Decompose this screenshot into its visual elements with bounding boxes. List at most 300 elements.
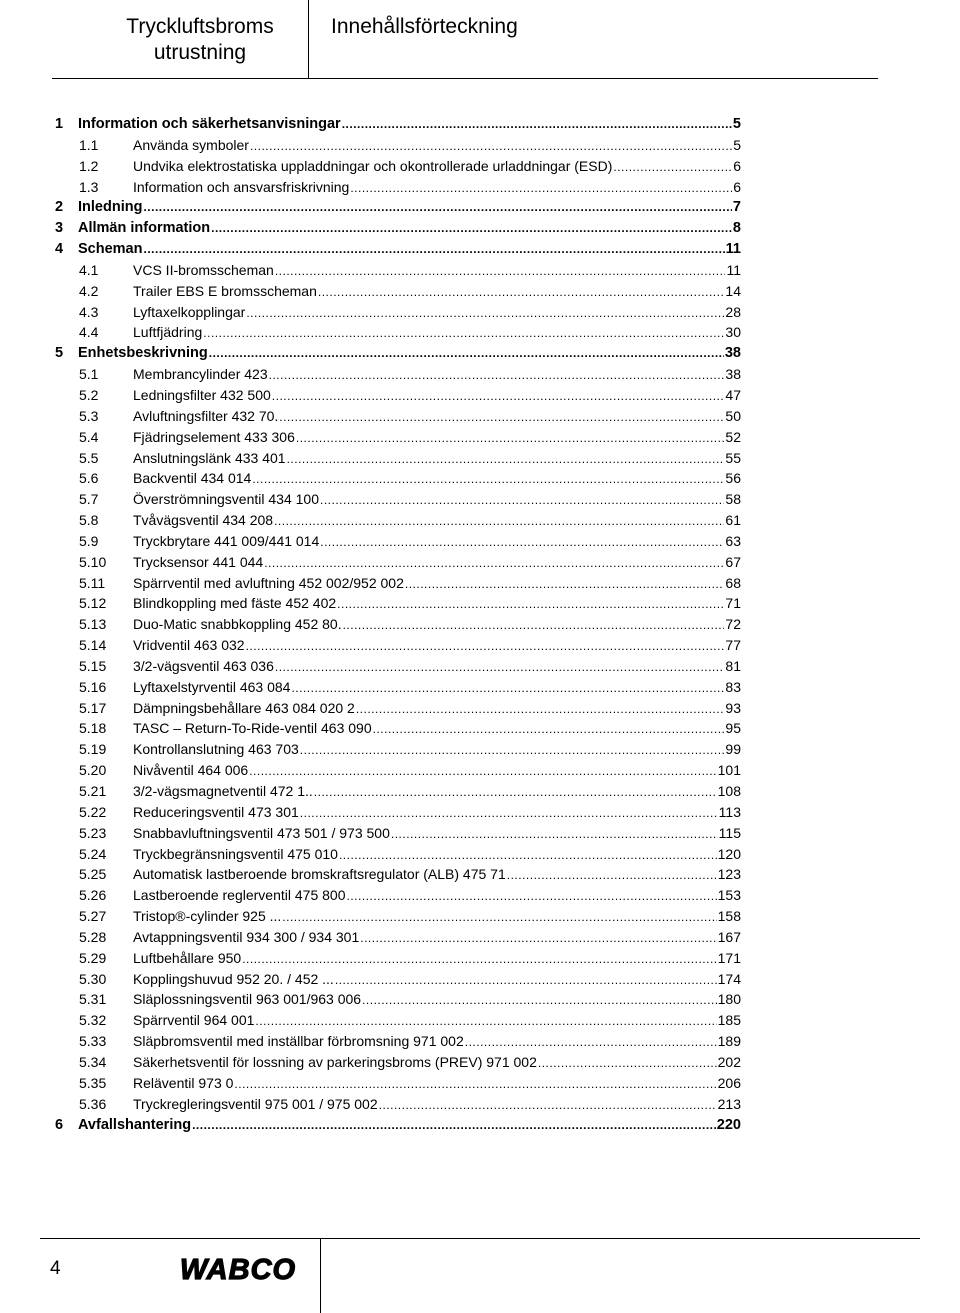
toc-entry-page[interactable]: 99 — [724, 739, 741, 760]
document-title — [95, 14, 305, 66]
toc-entry-title[interactable]: Trycksensor 441 044 — [133, 552, 264, 573]
toc-entry-leader-line — [55, 489, 741, 511]
toc-entry-title[interactable]: Reläventil 973 0 — [133, 1073, 234, 1094]
toc-entry-number: 3 — [55, 220, 64, 237]
toc-entry-leader-line — [55, 218, 741, 239]
header-divider — [308, 0, 309, 79]
toc-entry-title[interactable]: Backventil 434 014 — [133, 468, 252, 489]
toc-section-entry[interactable] — [55, 1031, 741, 1052]
toc-entry-number: 5 — [55, 345, 64, 362]
toc-entry-dot-leader — [252, 469, 724, 490]
toc-section-entry[interactable] — [55, 448, 741, 469]
toc-entry-page[interactable]: 63 — [724, 531, 741, 552]
toc-entry-leader-line — [55, 969, 741, 991]
toc-entry-number: 5.9 — [79, 532, 99, 549]
toc-section-entry[interactable] — [55, 885, 741, 906]
toc-entry-number: 1.2 — [79, 157, 99, 174]
toc-entry-number: 5.24 — [79, 845, 107, 862]
toc-entry-dot-leader — [143, 239, 724, 260]
toc-entry-title[interactable]: Nivåventil 464 006 — [133, 760, 249, 781]
toc-entry-dot-leader — [339, 845, 717, 866]
toc-entry-dot-leader — [343, 615, 725, 636]
toc-entry-dot-leader — [613, 157, 732, 178]
toc-entry-leader-line — [55, 448, 741, 470]
toc-entry-dot-leader — [274, 511, 724, 532]
toc-entry-number: 5.13 — [79, 616, 107, 633]
toc-entry-leader-line — [55, 364, 741, 386]
toc-entry-number: 5.1 — [79, 366, 99, 383]
toc-section-entry[interactable] — [55, 510, 741, 531]
toc-section-entry[interactable] — [55, 927, 741, 948]
toc-entry-page[interactable]: 71 — [724, 593, 741, 614]
toc-entry-page[interactable]: 115 — [718, 823, 741, 844]
toc-section-entry[interactable] — [55, 698, 741, 719]
toc-entry-number: 5.26 — [79, 887, 107, 904]
toc-entry-leader-line — [55, 844, 741, 866]
toc-entry-number: 5.34 — [79, 1053, 107, 1070]
toc-chapter-entry[interactable] — [55, 114, 741, 135]
toc-entry-title[interactable]: Anslutningslänk 433 401 — [133, 448, 287, 469]
toc-entry-title[interactable]: Inledning — [78, 197, 143, 218]
toc-entry-leader-line — [55, 1073, 741, 1095]
toc-entry-number: 5.25 — [79, 866, 107, 883]
toc-entry-page[interactable]: 11 — [725, 239, 741, 260]
toc-entry-dot-leader — [373, 719, 725, 740]
toc-entry-number: 5.8 — [79, 512, 99, 529]
toc-chapter-entry[interactable] — [55, 1115, 741, 1136]
toc-entry-leader-line — [55, 781, 741, 803]
toc-section-entry[interactable] — [55, 385, 741, 406]
toc-section-entry[interactable] — [55, 760, 741, 781]
toc-section-entry[interactable] — [55, 1094, 741, 1115]
toc-entry-leader-line — [55, 135, 741, 157]
wabco-logo-icon — [168, 1254, 308, 1284]
toc-entry-number: 5.5 — [79, 449, 99, 466]
toc-section-entry[interactable] — [55, 468, 741, 489]
toc-entry-dot-leader — [335, 970, 717, 991]
toc-entry-title[interactable]: Duo-Matic snabbkoppling 452 80. — [133, 614, 343, 635]
toc-entry-dot-leader — [391, 824, 718, 845]
toc-entry-title[interactable]: Tryckbrytare 441 009/441 014 — [133, 531, 320, 552]
toc-entry-title[interactable]: Lastberoende reglerventil 475 800 — [133, 885, 347, 906]
toc-section-entry[interactable] — [55, 406, 741, 427]
toc-entry-number: 4.3 — [79, 303, 99, 320]
toc-entry-leader-line — [55, 260, 741, 282]
toc-entry-leader-line — [55, 760, 741, 782]
toc-entry-number: 2 — [55, 199, 64, 216]
toc-entry-title[interactable]: Avluftningsfilter 432 70. — [133, 406, 279, 427]
toc-entry-title[interactable]: Överströmningsventil 434 100 — [133, 489, 320, 510]
toc-entry-dot-leader — [314, 782, 717, 803]
toc-entry-dot-leader — [282, 907, 716, 928]
page-header — [0, 0, 960, 80]
toc-entry-leader-line — [55, 1010, 741, 1032]
toc-entry-number: 5.16 — [79, 678, 107, 695]
toc-entry-page[interactable]: 68 — [724, 573, 741, 594]
toc-entry-dot-leader — [362, 990, 717, 1011]
toc-entry-page[interactable]: 113 — [718, 802, 741, 823]
toc-entry-dot-leader — [538, 1053, 717, 1074]
toc-section-entry[interactable] — [55, 1010, 741, 1031]
toc-entry-number: 5.15 — [79, 657, 107, 674]
toc-section-entry[interactable] — [55, 260, 741, 281]
toc-entry-number: 5.31 — [79, 991, 107, 1008]
toc-entry-page[interactable]: 52 — [724, 427, 741, 448]
toc-entry-number: 4.1 — [79, 261, 99, 278]
toc-entry-dot-leader — [296, 428, 725, 449]
toc-entry-leader-line — [55, 906, 741, 928]
toc-entry-number: 5.33 — [79, 1033, 107, 1050]
toc-entry-dot-leader — [320, 490, 724, 511]
toc-entry-leader-line — [55, 677, 741, 699]
toc-entry-number: 1.1 — [79, 136, 99, 153]
toc-section-entry[interactable] — [55, 302, 741, 323]
toc-entry-page[interactable]: 38 — [724, 343, 741, 364]
toc-entry-number: 5.20 — [79, 762, 107, 779]
toc-entry-title[interactable]: Tristop®-cylinder 925 ... — [133, 906, 282, 927]
toc-entry-page[interactable]: 101 — [717, 760, 741, 781]
toc-section-entry[interactable] — [55, 969, 741, 990]
toc-entry-number: 5.11 — [79, 574, 106, 591]
toc-entry-leader-line — [55, 468, 741, 490]
toc-entry-dot-leader — [337, 594, 724, 615]
toc-entry-title[interactable]: VCS II-bromsscheman — [133, 260, 275, 281]
toc-entry-title[interactable]: Spärrventil 964 001 — [133, 1010, 255, 1031]
toc-entry-title[interactable]: Lyftaxelkopplingar — [133, 302, 246, 323]
toc-entry-page[interactable]: 93 — [724, 698, 741, 719]
toc-entry-title[interactable]: Kontrollanslutning 463 703 — [133, 739, 300, 760]
toc-entry-number: 5.19 — [79, 741, 107, 758]
toc-entry-title[interactable]: Blindkoppling med fäste 452 402 — [133, 593, 337, 614]
toc-entry-title[interactable]: Luftbehållare 950 — [133, 948, 242, 969]
toc-entry-title[interactable]: TASC – Return-To-Ride-ventil 463 090 — [133, 718, 373, 739]
toc-entry-leader-line — [55, 114, 741, 135]
toc-entry-number: 5.12 — [79, 595, 107, 612]
toc-entry-number: 5.4 — [79, 428, 99, 445]
toc-entry-page[interactable]: 28 — [724, 302, 741, 323]
toc-section-entry[interactable] — [55, 427, 741, 448]
toc-entry-dot-leader — [465, 1032, 717, 1053]
toc-section-entry[interactable] — [55, 781, 741, 802]
toc-entry-title[interactable]: Släpbromsventil med inställbar förbromsning 971 002 — [133, 1031, 465, 1052]
toc-entry-number: 5.30 — [79, 970, 107, 987]
toc-entry-leader-line — [55, 552, 741, 574]
toc-entry-title[interactable]: Dämpningsbehållare 463 084 020 2 — [133, 698, 356, 719]
toc-section-entry[interactable] — [55, 844, 741, 865]
toc-entry-page[interactable]: 206 — [717, 1073, 741, 1094]
toc-entry-number: 5.17 — [79, 699, 107, 716]
toc-section-entry[interactable] — [55, 948, 741, 969]
toc-entry-dot-leader — [360, 928, 716, 949]
toc-entry-dot-leader — [246, 636, 725, 657]
toc-section-entry[interactable] — [55, 552, 741, 573]
toc-entry-leader-line — [55, 385, 741, 407]
toc-section-entry[interactable] — [55, 823, 741, 844]
toc-entry-leader-line — [55, 635, 741, 657]
toc-entry-page[interactable]: 55 — [724, 448, 741, 469]
toc-entry-title[interactable]: Tvåvägsventil 434 208 — [133, 510, 274, 531]
toc-entry-page[interactable]: 213 — [717, 1094, 741, 1115]
toc-section-entry[interactable] — [55, 989, 741, 1010]
toc-entry-dot-leader — [272, 386, 725, 407]
toc-section-entry[interactable] — [55, 531, 741, 552]
toc-section-entry[interactable] — [55, 135, 741, 156]
toc-entry-title[interactable]: Använda symboler — [133, 135, 250, 156]
toc-entry-page[interactable]: 47 — [724, 385, 741, 406]
toc-entry-page[interactable]: 38 — [724, 364, 741, 385]
toc-entry-leader-line — [55, 177, 741, 199]
toc-section-entry[interactable] — [55, 489, 741, 510]
document-title-line2: utrustning — [153, 41, 247, 64]
toc-entry-leader-line — [55, 197, 741, 218]
toc-entry-leader-line — [55, 1052, 741, 1074]
page-number: 4 — [50, 1258, 61, 1279]
toc-entry-leader-line — [55, 614, 741, 636]
toc-entry-number: 5.18 — [79, 720, 107, 737]
toc-entry-title[interactable]: Avfallshantering — [78, 1115, 192, 1136]
toc-entry-leader-line — [55, 927, 741, 949]
toc-entry-number: 5.36 — [79, 1095, 107, 1112]
toc-entry-page[interactable]: 123 — [717, 864, 741, 885]
toc-entry-page[interactable]: 5 — [732, 135, 741, 156]
toc-section-entry[interactable] — [55, 614, 741, 635]
toc-entry-page[interactable]: 67 — [724, 552, 741, 573]
toc-entry-leader-line — [55, 593, 741, 615]
toc-entry-number: 5.7 — [79, 491, 99, 508]
toc-entry-leader-line — [55, 322, 741, 344]
toc-entry-leader-line — [55, 948, 741, 970]
header-rule — [52, 78, 878, 79]
toc-entry-leader-line — [55, 656, 741, 678]
toc-entry-dot-leader — [269, 365, 725, 386]
wabco-logo — [168, 1254, 308, 1289]
toc-entry-dot-leader — [209, 343, 724, 364]
toc-entry-leader-line — [55, 1031, 741, 1053]
toc-entry-number: 5.14 — [79, 637, 107, 654]
toc-entry-dot-leader — [356, 699, 725, 720]
toc-entry-leader-line — [55, 427, 741, 449]
toc-entry-title[interactable]: Vridventil 463 032 — [133, 635, 246, 656]
toc-entry-leader-line — [55, 885, 741, 907]
toc-entry-leader-line — [55, 281, 741, 303]
toc-entry-dot-leader — [320, 532, 724, 553]
toc-entry-title[interactable]: Undvika elektrostatiska uppladdningar och okontrollerade urladdningar (ESD) — [133, 156, 613, 177]
toc-entry-dot-leader — [192, 1115, 716, 1136]
toc-entry-title[interactable]: Trailer EBS E bromsscheman — [133, 281, 318, 302]
table-of-contents — [55, 114, 741, 1135]
toc-entry-dot-leader — [249, 761, 716, 782]
toc-chapter-entry[interactable] — [55, 239, 741, 260]
toc-entry-dot-leader — [300, 803, 718, 824]
toc-entry-number: 1.3 — [79, 178, 99, 195]
toc-entry-page[interactable]: 95 — [724, 718, 741, 739]
toc-entry-title[interactable]: Information och ansvarsfriskrivning — [133, 177, 350, 198]
toc-entry-page[interactable]: 6 — [732, 156, 741, 177]
toc-entry-dot-leader — [287, 449, 725, 470]
toc-entry-number: 5.22 — [79, 803, 107, 820]
toc-entry-leader-line — [55, 739, 741, 761]
toc-entry-page[interactable]: 202 — [717, 1052, 741, 1073]
toc-entry-title[interactable]: Automatisk lastberoende bromskraftsregulator (ALB) 475 71 — [133, 864, 507, 885]
section-title: Innehållsförteckning — [331, 15, 518, 38]
toc-section-entry[interactable] — [55, 1073, 741, 1094]
toc-section-entry[interactable] — [55, 739, 741, 760]
toc-entry-page[interactable]: 189 — [717, 1031, 741, 1052]
toc-entry-leader-line — [55, 1115, 741, 1136]
toc-entry-page[interactable]: 14 — [724, 281, 741, 302]
toc-entry-leader-line — [55, 239, 741, 260]
toc-entry-title[interactable]: 3/2-vägsmagnetventil 472 1.. — [133, 781, 314, 802]
toc-entry-page[interactable]: 83 — [724, 677, 741, 698]
toc-section-entry[interactable] — [55, 364, 741, 385]
toc-entry-page[interactable]: 180 — [717, 989, 741, 1010]
toc-entry-title[interactable]: Snabbavluftningsventil 473 501 / 973 500 — [133, 823, 391, 844]
toc-entry-title[interactable]: Tryckregleringsventil 975 001 / 975 002 — [133, 1094, 379, 1115]
toc-entry-page[interactable]: 108 — [717, 781, 741, 802]
toc-entry-page[interactable]: 77 — [724, 635, 741, 656]
toc-entry-title[interactable]: Fjädringselement 433 306 — [133, 427, 296, 448]
toc-entry-leader-line — [55, 343, 741, 364]
toc-entry-number: 4.2 — [79, 282, 99, 299]
toc-entry-number: 5.6 — [79, 470, 99, 487]
toc-entry-dot-leader — [203, 323, 724, 344]
toc-entry-number: 5.28 — [79, 928, 107, 945]
toc-entry-title[interactable]: Säkerhetsventil för lossning av parkeringsbroms (PREV) 971 002 — [133, 1052, 538, 1073]
toc-section-entry[interactable] — [55, 802, 741, 823]
toc-entry-leader-line — [55, 531, 741, 553]
toc-entry-leader-line — [55, 510, 741, 532]
toc-entry-page[interactable]: 8 — [732, 218, 741, 239]
toc-entry-title[interactable]: Enhetsbeskrivning — [78, 343, 209, 364]
toc-entry-page[interactable]: 72 — [724, 614, 741, 635]
toc-entry-dot-leader — [246, 303, 724, 324]
toc-entry-dot-leader — [143, 197, 731, 218]
toc-entry-title[interactable]: Luftfjädring — [133, 322, 203, 343]
toc-entry-number: 5.23 — [79, 824, 107, 841]
toc-entry-leader-line — [55, 823, 741, 845]
toc-entry-leader-line — [55, 864, 741, 886]
toc-section-entry[interactable] — [55, 593, 741, 614]
toc-entry-page[interactable]: 174 — [717, 969, 741, 990]
toc-entry-page[interactable]: 30 — [724, 322, 741, 343]
toc-entry-page[interactable]: 50 — [724, 406, 741, 427]
toc-entry-leader-line — [55, 802, 741, 824]
toc-entry-dot-leader — [255, 1011, 716, 1032]
toc-entry-number: 4 — [55, 241, 64, 258]
toc-section-entry[interactable] — [55, 718, 741, 739]
toc-entry-title[interactable]: Lyftaxelstyrventil 463 084 — [133, 677, 291, 698]
toc-entry-page[interactable]: 158 — [717, 906, 741, 927]
toc-section-entry[interactable] — [55, 864, 741, 885]
toc-entry-page[interactable]: 56 — [724, 468, 741, 489]
toc-entry-title[interactable]: 3/2-vägsventil 463 036 — [133, 656, 275, 677]
toc-section-entry[interactable] — [55, 635, 741, 656]
footer-rule — [40, 1238, 920, 1239]
toc-section-entry[interactable] — [55, 177, 741, 198]
toc-entry-dot-leader — [342, 114, 732, 135]
toc-section-entry[interactable] — [55, 573, 741, 594]
toc-entry-page[interactable]: 61 — [724, 510, 741, 531]
toc-section-entry[interactable] — [55, 1052, 741, 1073]
document-title-line1: Tryckluftsbroms — [126, 15, 274, 38]
toc-entry-page[interactable]: 153 — [717, 885, 741, 906]
toc-chapter-entry[interactable] — [55, 197, 741, 218]
toc-entry-leader-line — [55, 302, 741, 324]
toc-section-entry[interactable] — [55, 281, 741, 302]
toc-entry-dot-leader — [242, 949, 716, 970]
toc-entry-title[interactable]: Information och säkerhetsanvisningar — [78, 114, 342, 135]
toc-entry-dot-leader — [264, 553, 724, 574]
toc-entry-dot-leader — [211, 218, 732, 239]
toc-entry-page[interactable]: 220 — [716, 1115, 741, 1136]
toc-entry-number: 5.10 — [79, 553, 107, 570]
toc-entry-dot-leader — [250, 136, 732, 157]
toc-entry-title[interactable]: Släplossningsventil 963 001/963 006 — [133, 989, 362, 1010]
toc-entry-title[interactable]: Membrancylinder 423 — [133, 364, 269, 385]
toc-chapter-entry[interactable] — [55, 218, 741, 239]
toc-entry-dot-leader — [291, 678, 724, 699]
toc-entry-title[interactable]: Tryckbegränsningsventil 475 010 — [133, 844, 339, 865]
toc-entry-title[interactable]: Spärrventil med avluftning 452 002/952 002 — [133, 573, 405, 594]
toc-entry-dot-leader — [275, 657, 725, 678]
toc-entry-title[interactable]: Reduceringsventil 473 301 — [133, 802, 300, 823]
toc-section-entry[interactable] — [55, 322, 741, 343]
toc-entry-page[interactable]: 7 — [732, 197, 741, 218]
toc-entry-dot-leader — [405, 574, 725, 595]
toc-entry-page[interactable]: 185 — [717, 1010, 741, 1031]
toc-entry-dot-leader — [347, 886, 717, 907]
toc-entry-page[interactable]: 81 — [724, 656, 741, 677]
toc-entry-page[interactable]: 58 — [724, 489, 741, 510]
toc-entry-number: 6 — [55, 1116, 64, 1133]
toc-entry-number: 5.29 — [79, 949, 107, 966]
toc-entry-page[interactable]: 171 — [717, 948, 741, 969]
toc-entry-dot-leader — [318, 282, 725, 303]
toc-entry-page[interactable]: 167 — [717, 927, 741, 948]
wabco-logo-text: WABCO — [179, 1254, 297, 1284]
toc-section-entry[interactable] — [55, 656, 741, 677]
toc-entry-number: 5.21 — [79, 783, 107, 799]
toc-entry-leader-line — [55, 989, 741, 1011]
toc-entry-number: 5.27 — [79, 908, 107, 925]
toc-chapter-entry[interactable] — [55, 343, 741, 364]
toc-entry-leader-line — [55, 1094, 741, 1116]
toc-entry-page[interactable]: 6 — [732, 177, 741, 198]
toc-entry-dot-leader — [300, 740, 725, 761]
toc-entry-number: 5.3 — [79, 407, 99, 424]
toc-entry-number: 5.2 — [79, 386, 99, 403]
toc-section-entry[interactable] — [55, 156, 741, 177]
toc-entry-title[interactable]: Avtappningsventil 934 300 / 934 301 — [133, 927, 360, 948]
toc-entry-title[interactable]: Ledningsfilter 432 500 — [133, 385, 272, 406]
toc-entry-page[interactable]: 5 — [732, 114, 741, 135]
toc-section-entry[interactable] — [55, 677, 741, 698]
toc-entry-number: 4.4 — [79, 324, 99, 341]
toc-entry-number: 1 — [55, 116, 64, 132]
toc-entry-dot-leader — [507, 865, 717, 886]
toc-entry-page[interactable]: 11 — [725, 260, 741, 281]
toc-section-entry[interactable] — [55, 906, 741, 927]
toc-entry-title[interactable]: Kopplingshuvud 952 20. / 452 ... — [133, 969, 335, 990]
toc-entry-leader-line — [55, 156, 741, 178]
toc-entry-leader-line — [55, 718, 741, 740]
toc-entry-title[interactable]: Allmän information — [78, 218, 211, 239]
toc-entry-page[interactable]: 120 — [717, 844, 741, 865]
toc-entry-dot-leader — [279, 407, 724, 428]
toc-entry-number: 5.32 — [79, 1012, 107, 1029]
toc-entry-title[interactable]: Scheman — [78, 239, 143, 260]
toc-entry-dot-leader — [275, 261, 726, 282]
